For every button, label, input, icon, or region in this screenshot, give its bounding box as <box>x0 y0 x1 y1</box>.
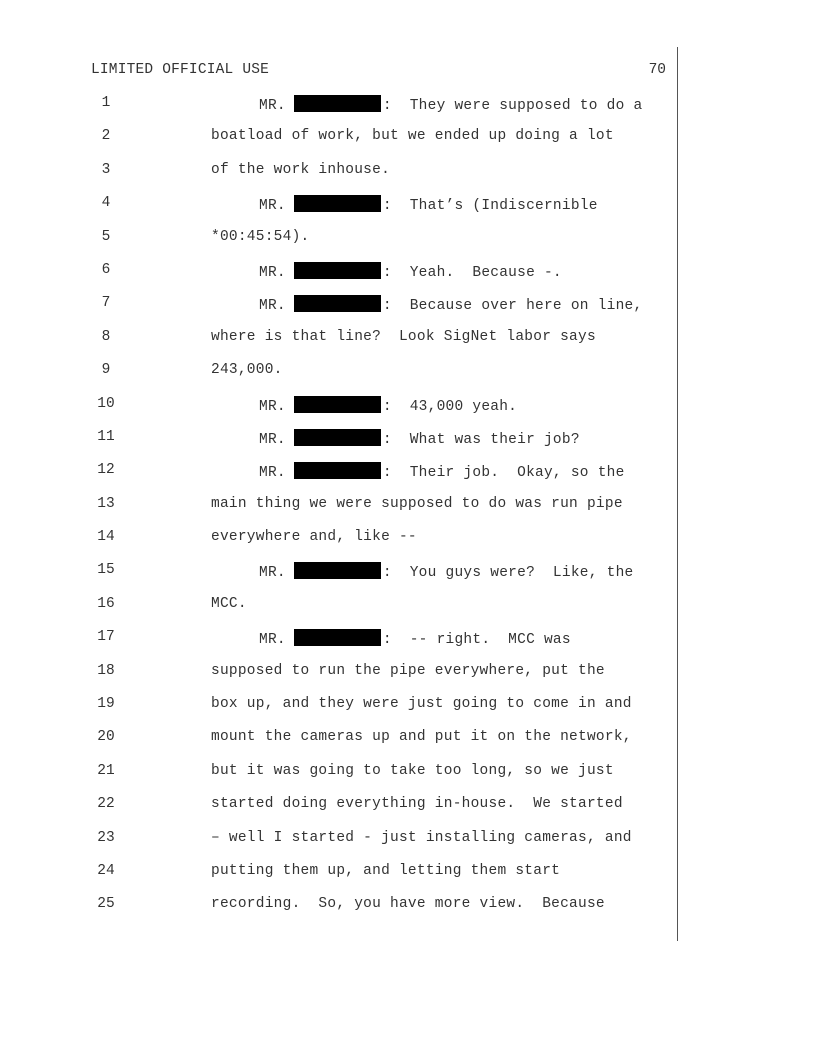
page-number: 70 <box>648 62 666 78</box>
transcript-line <box>0 560 816 593</box>
line-text: box up, and they were just going to come in and <box>211 696 632 713</box>
line-number: 6 <box>101 261 111 278</box>
speech-text: : -- right. MCC was <box>382 632 571 649</box>
line-text: everywhere and, like -- <box>211 529 417 546</box>
transcript-line <box>0 293 816 326</box>
transcript-line <box>0 227 816 260</box>
line-text: started doing everything in-house. We started <box>211 796 623 813</box>
redaction-box <box>294 396 381 413</box>
redaction-box <box>294 562 381 579</box>
line-number: 15 <box>97 562 115 579</box>
speaker-title: MR. <box>259 198 286 215</box>
line-number: 21 <box>97 762 115 779</box>
line-number: 5 <box>101 228 111 245</box>
line-number: 1 <box>101 95 111 111</box>
transcript-line <box>0 394 816 427</box>
line-number: 10 <box>97 395 115 412</box>
transcript-line <box>0 627 816 660</box>
transcript-line <box>0 794 816 827</box>
transcript-line <box>0 727 816 760</box>
redaction-box <box>294 462 381 479</box>
line-number: 3 <box>101 161 111 178</box>
transcript-line <box>0 594 816 627</box>
speaker-title: MR. <box>259 565 286 582</box>
transcript-line <box>0 460 816 493</box>
line-number: 12 <box>97 462 115 479</box>
speech-text: : You guys were? Like, the <box>382 565 634 582</box>
speaker-title: MR. <box>259 465 286 482</box>
line-number: 17 <box>97 629 115 646</box>
line-number: 4 <box>101 195 111 212</box>
line-number: 8 <box>101 328 111 345</box>
redaction-box <box>294 629 381 646</box>
line-number: 23 <box>97 829 115 846</box>
line-number: 2 <box>101 128 111 145</box>
speaker-line <box>259 295 642 314</box>
line-text: 243,000. <box>211 362 283 379</box>
line-number: 22 <box>97 796 115 813</box>
transcript-line <box>0 260 816 293</box>
redaction-box <box>294 295 381 312</box>
transcript-line <box>0 427 816 460</box>
transcript-line <box>0 193 816 226</box>
line-number: 25 <box>97 896 115 913</box>
classification-header: LIMITED OFFICIAL USE <box>91 62 270 78</box>
transcript-line <box>0 894 816 927</box>
speaker-line <box>259 562 634 581</box>
line-text: – well I started - just installing cameras, and <box>211 829 632 846</box>
transcript-line <box>0 126 816 159</box>
redaction-box <box>294 195 381 212</box>
transcript-line <box>0 527 816 560</box>
line-number: 14 <box>97 529 115 546</box>
line-text: main thing we were supposed to do was run pipe <box>211 495 623 512</box>
speech-text: : Because over here on line, <box>382 298 643 315</box>
line-number: 13 <box>97 495 115 512</box>
speaker-title: MR. <box>259 431 286 448</box>
speech-text: : 43,000 yeah. <box>382 398 518 415</box>
line-text: boatload of work, but we ended up doing a lot <box>211 128 614 145</box>
speaker-line <box>259 462 625 481</box>
line-text: of the work inhouse. <box>211 161 391 178</box>
line-number: 7 <box>101 295 111 312</box>
line-number: 11 <box>97 428 115 445</box>
line-text: recording. So, you have more view. Because <box>211 896 605 913</box>
transcript-line <box>0 694 816 727</box>
line-text: *00:45:54). <box>211 228 310 245</box>
transcript-line <box>0 327 816 360</box>
transcript-line <box>0 360 816 393</box>
speaker-line <box>259 396 517 415</box>
line-text: where is that line? Look SigNet labor says <box>211 328 596 345</box>
speech-text: : Yeah. Because -. <box>382 264 562 281</box>
speech-text: : They were supposed to do a <box>382 98 643 114</box>
transcript-line <box>0 861 816 894</box>
line-number: 16 <box>97 595 115 612</box>
line-number: 24 <box>97 862 115 879</box>
speaker-line <box>259 262 562 281</box>
redaction-box <box>294 429 381 446</box>
line-text: supposed to run the pipe everywhere, put the <box>211 662 605 679</box>
line-number: 18 <box>97 662 115 679</box>
transcript-line <box>0 160 816 193</box>
line-text: putting them up, and letting them start <box>211 862 561 879</box>
speech-text: : That’s (Indiscernible <box>382 198 598 215</box>
speaker-line <box>259 629 571 648</box>
transcript-line <box>0 494 816 527</box>
line-text: mount the cameras up and put it on the network, <box>211 729 632 746</box>
speaker-line <box>259 95 642 114</box>
speech-text: : What was their job? <box>382 431 580 448</box>
speaker-title: MR. <box>259 264 286 281</box>
line-text: MCC. <box>211 595 247 612</box>
transcript-line <box>0 93 816 126</box>
speech-text: : Their job. Okay, so the <box>382 465 625 482</box>
speaker-title: MR. <box>259 298 286 315</box>
speaker-line <box>259 429 580 448</box>
speaker-title: MR. <box>259 398 286 415</box>
line-text: but it was going to take too long, so we just <box>211 762 614 779</box>
line-number: 20 <box>97 729 115 746</box>
speaker-title: MR. <box>259 632 286 649</box>
transcript-line <box>0 761 816 794</box>
speaker-line <box>259 195 598 214</box>
transcript-line <box>0 828 816 861</box>
line-number: 19 <box>97 696 115 713</box>
speaker-title: MR. <box>259 98 286 114</box>
redaction-box <box>294 95 381 112</box>
redaction-box <box>294 262 381 279</box>
transcript-lines <box>0 93 816 928</box>
transcript-line <box>0 661 816 694</box>
line-number: 9 <box>101 362 111 379</box>
